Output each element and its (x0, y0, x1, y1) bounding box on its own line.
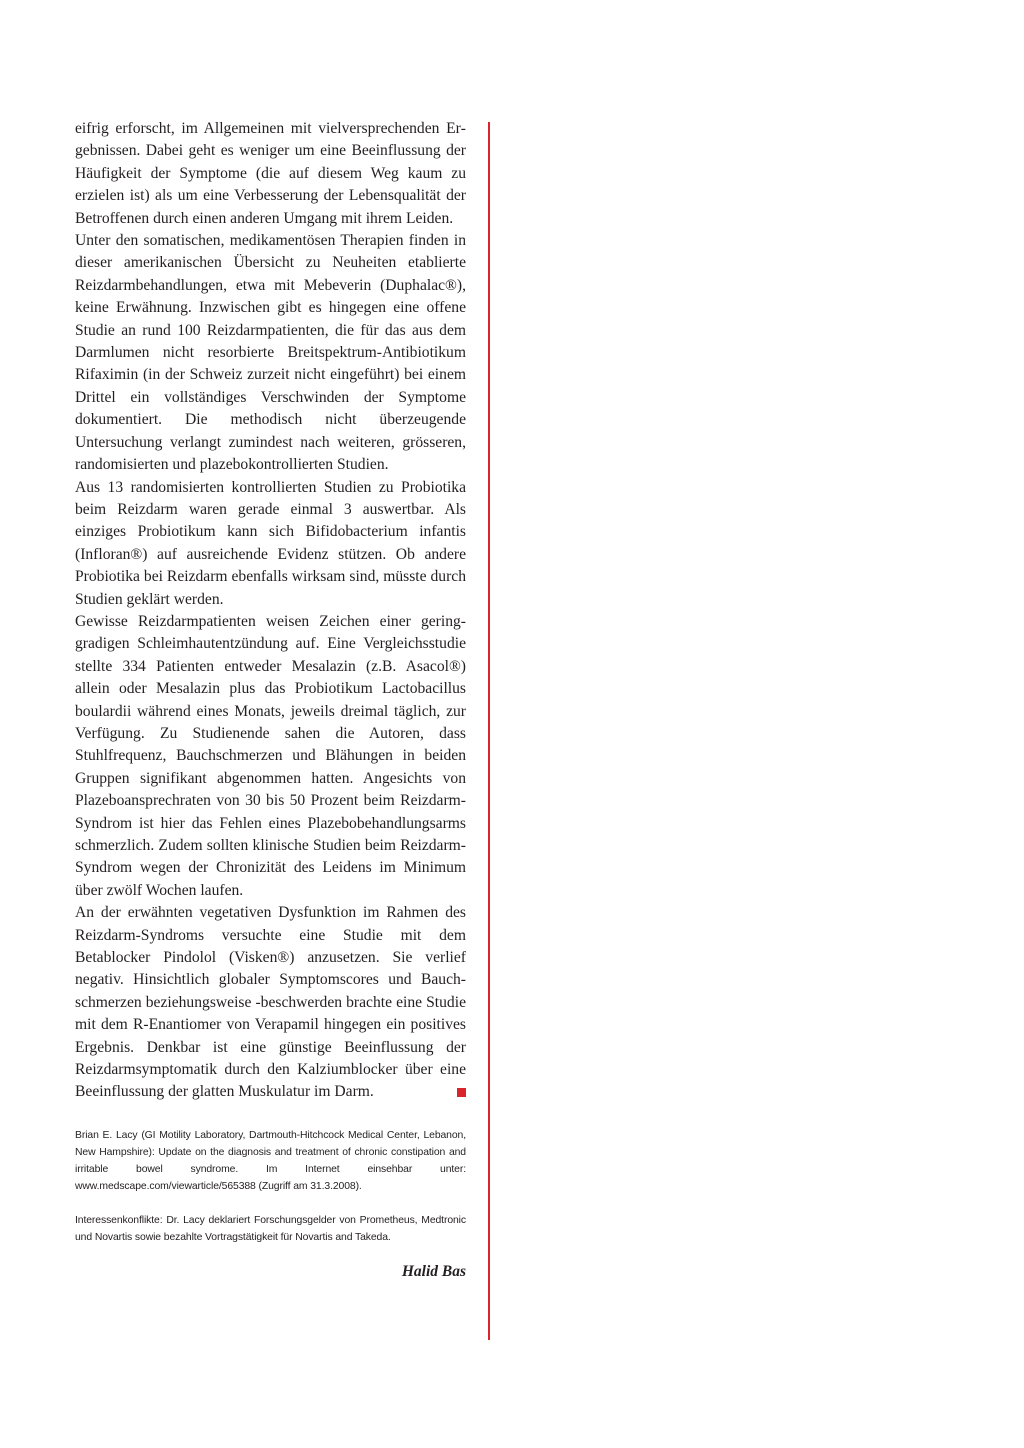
vertical-accent-rule (488, 122, 490, 1340)
article-column (75, 118, 466, 1281)
paragraph-5-container (75, 902, 466, 1104)
end-of-article-square-icon (457, 1088, 466, 1097)
paragraph-3: Aus 13 randomisierten kontrollierten Studien zu Probiotika beim Reizdarm waren gerade einmal 3 auswertbar. Als einziges Probiotikum kann sich Bifidobacterium infantis (Infloran®) auf ausreichende Evidenz stützen. Ob andere Probiotika bei Reizdarm ebenfalls wirksam sind, müsste durch Studien geklärt werden. (75, 478, 466, 608)
paragraph-2: Unter den somatischen, medikamentösen Therapien finden in dieser amerikanischen Übersicht zu Neuheiten etablierte Reizdarmbehandlungen, etwa mit Mebeverin (Duphalac®), keine Erwähnung. Inzwischen gibt es hingegen eine offene Studie an rund 100 Reizdarmpatienten, die für das aus dem Darmlumen nicht resorbierte Breitspektrum-Antibiotikum Rifaximin (in der Schweiz zurzeit nicht eingeführt) bei einem Drittel ein vollständiges Verschwinden der Symptome dokumentiert. Die methodisch nicht überzeugende Untersuchung verlangt zumindest nach weiteren, grösseren, randomisierten und plazebokontrollierten Studien. (75, 232, 466, 474)
reference-citation: Brian E. Lacy (GI Motility Laboratory, Dartmouth-Hitchcock Medical Center, Lebanon, New Hampshire): Update on the diagnosis and treatment of chronic constipation and irritable bowel syndrome. Im Internet einsehbar unter: www.medscape.com/viewarticle/565388 (Zugriff am 31.3.2008). (75, 1129, 466, 1192)
paragraph-4: Gewisse Reizdarmpatienten weisen Zeichen einer geringgradigen Schleimhautentzündung auf. Eine Vergleichsstudie stellte 334 Patienten entweder Mesalazin (z.B. Asacol®) allein oder Mesalazin plus das Probiotikum Lactobacillus boulardii während eines Monats, jeweils dreimal täglich, zur Verfügung. Zu Studienende sahen die Autoren, dass Stuhlfrequenz, Bauchschmerzen und Blähungen in beiden Gruppen signifikant abgenommen hatten. Angesichts von Plazeboansprechraten von 30 bis 50 Prozent beim Reizdarm-Syndrom ist hier das Fehlen eines Plazebobehandlungsarms schmerzlich. Zudem sollten klinische Studien beim Reizdarm-Syndrom wegen der Chronizität des Leidens im Minimum über zwölf Wochen laufen. (75, 612, 466, 899)
paragraph-1: eifrig erforscht, im Allgemeinen mit vielversprechenden Ergebnissen. Dabei geht es weniger um eine Beeinflussung der Häufigkeit der Symptome (die auf diesem Weg kaum zu erzielen ist) als um eine Verbesserung der Lebensqualität der Betroffenen durch einen anderen Umgang mit ihrem Leiden. (75, 120, 466, 227)
conflict-of-interest-note: Interessenkonflikte: Dr. Lacy deklariert Forschungsgelder von Prometheus, Medtronic und Novartis sowie bezahlte Vortragstätigkeit für Novartis and Takeda. (75, 1214, 466, 1243)
author-signature: Halid Bas (401, 1262, 466, 1280)
paragraph-5: An der erwähnten vegetativen Dysfunktion im Rahmen des Reizdarm-Syndroms versuchte eine Studie mit dem Betablocker Pindolol (Visken®) anzusetzen. Sie verlief negativ. Hinsichtlich globaler Symptomscores und Bauchschmerzen beziehungsweise -beschwerden brachte eine Studie mit dem R-Enantiomer von Verapamil hingegen ein positives Ergebnis. Denkbar ist eine günstige Beeinflussung der Reizdarmsymptomatik durch den Kalziumblocker über eine Beeinflussung der glatten Muskulatur im Darm. (75, 904, 466, 1101)
references-block (75, 1127, 466, 1246)
